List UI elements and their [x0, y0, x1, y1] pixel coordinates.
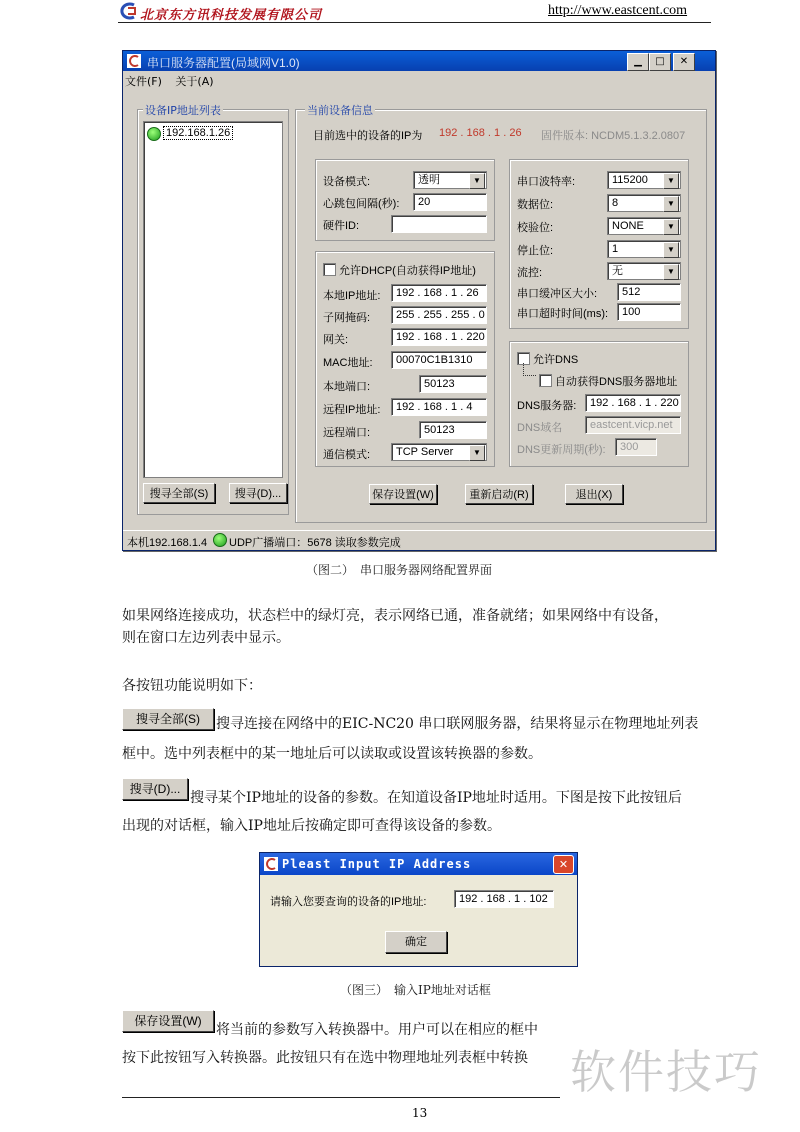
chevron-down-icon: ▼ — [663, 173, 679, 189]
page-number: 13 — [412, 1106, 428, 1120]
para1-line1: 如果网络连接成功，状态栏中的绿灯亮，表示网络已通，准备就绪；如果网络中有设备， — [122, 608, 668, 624]
company-name: 北京东方讯科技发展有限公司 — [140, 8, 323, 23]
chevron-down-icon: ▼ — [663, 242, 679, 258]
hardware-id-input[interactable] — [391, 215, 487, 233]
window-title: 串口服务器配置(局域网V1.0) — [147, 56, 300, 70]
chevron-down-icon: ▼ — [663, 196, 679, 212]
menu-file[interactable]: 文件(F) — [125, 75, 162, 88]
timeout-label: 串口超时时间(ms): — [517, 308, 609, 320]
remote-ip-label: 远程IP地址: — [323, 404, 381, 416]
search-all-desc-2: 框中。选中列表框中的某一地址后可以读取或设置该转换器的参数。 — [122, 746, 542, 762]
selected-ip-label: 目前选中的设备的IP为 — [313, 130, 423, 142]
status-led-icon — [147, 127, 161, 141]
remote-ip-input[interactable]: 192 . 168 . 1 . 4 — [391, 398, 487, 416]
dns-server-label: DNS服务器: — [517, 400, 577, 412]
watermark: 软件技巧 — [570, 1045, 762, 1099]
chevron-down-icon: ▼ — [469, 173, 485, 189]
close-icon[interactable]: ✕ — [553, 855, 574, 874]
chevron-down-icon: ▼ — [663, 264, 679, 280]
para1-line2: 则在窗口左边列表中显示。 — [122, 630, 290, 646]
save-settings-button[interactable]: 保存设置(W) — [369, 484, 437, 504]
device-list-title: 设备IP地址列表 — [145, 104, 221, 117]
comm-mode-label: 通信模式: — [323, 449, 371, 461]
search-all-button-illustration: 搜寻全部(S) — [122, 708, 214, 730]
parity-label: 校验位: — [517, 222, 554, 234]
search-all-button[interactable]: 搜寻全部(S) — [143, 483, 215, 503]
baud-select[interactable]: 115200 ▼ — [607, 171, 681, 189]
chevron-down-icon: ▼ — [663, 219, 679, 235]
dns-refresh-input[interactable]: 300 — [615, 438, 657, 456]
maximize-icon[interactable]: □ — [649, 53, 671, 71]
flow-select[interactable]: 无 ▼ — [607, 262, 681, 280]
chevron-down-icon: ▼ — [469, 445, 485, 461]
flow-label: 流控: — [517, 267, 543, 279]
gateway-label: 网关: — [323, 334, 349, 346]
comm-mode-select[interactable]: TCP Server ▼ — [391, 443, 487, 461]
save-desc-1: 将当前的参数写入转换器中。用户可以在相应的框中 — [216, 1022, 538, 1038]
subnet-label: 子网掩码: — [323, 312, 371, 324]
save-button-illustration: 保存设置(W) — [122, 1010, 214, 1032]
figure2-caption: （图二） 串口服务器网络配置界面 — [306, 563, 493, 577]
config-window — [122, 50, 716, 551]
company-logo — [118, 2, 138, 20]
close-icon[interactable]: ✕ — [673, 53, 695, 71]
subnet-input[interactable]: 255 . 255 . 255 . 0 — [391, 306, 487, 324]
dialog-ip-input[interactable]: 192 . 168 . 1 . 102 — [454, 890, 554, 908]
menu-bar — [125, 73, 224, 89]
stop-bits-select[interactable]: 1 ▼ — [607, 240, 681, 258]
figure3-caption: （图三） 输入IP地址对话框 — [340, 983, 491, 997]
hardware-id-label: 硬件ID: — [323, 220, 360, 232]
device-mode-label: 设备模式: — [323, 176, 371, 188]
status-led-icon — [213, 533, 227, 547]
search-button-illustration: 搜寻(D)... — [122, 778, 188, 800]
dhcp-label: 允许DHCP(自动获得IP地址) — [339, 265, 476, 277]
dns-refresh-label: DNS更新周期(秒): — [517, 444, 606, 456]
dhcp-checkbox[interactable] — [323, 263, 336, 276]
timeout-input[interactable]: 100 — [617, 303, 681, 321]
search-desc-1: 搜寻某个IP地址的设备的参数。在知道设备IP地址时适用。下图是按下此按钮后 — [190, 790, 682, 806]
device-mode-select[interactable]: 透明 ▼ — [413, 171, 487, 189]
company-url[interactable]: http://www.eastcent.com — [548, 3, 688, 18]
current-info-title: 当前设备信息 — [307, 104, 373, 117]
allow-dns-label: 允许DNS — [533, 354, 579, 366]
heartbeat-input[interactable]: 20 — [413, 193, 487, 211]
selected-ip-value: 192 . 168 . 1 . 26 — [439, 127, 522, 139]
exit-button[interactable]: 退出(X) — [565, 484, 623, 504]
dns-server-input[interactable]: 192 . 168 . 1 . 220 — [585, 394, 681, 412]
dns-domain-label: DNS域名 — [517, 422, 563, 434]
device-list-item[interactable]: 192.168.1.26 — [163, 126, 233, 140]
auto-dns-label: 自动获得DNS服务器地址 — [555, 376, 678, 388]
local-ip-label: 本地IP地址: — [323, 290, 381, 302]
footer-divider — [122, 1097, 560, 1098]
baud-label: 串口波特率: — [517, 176, 576, 188]
mac-label: MAC地址: — [323, 357, 373, 369]
local-port-input[interactable]: 50123 — [419, 375, 487, 393]
para2: 各按钮功能说明如下： — [122, 678, 262, 694]
gateway-input[interactable]: 192 . 168 . 1 . 220 — [391, 328, 487, 346]
firmware-version: 固件版本: NCDM5.1.3.2.0807 — [541, 130, 686, 142]
minimize-icon[interactable]: ▁ — [627, 53, 649, 71]
dialog-prompt: 请输入您要查询的设备的IP地址: — [270, 896, 427, 908]
dialog-titlebar[interactable] — [260, 853, 577, 875]
status-udp-text: UDP广播端口：5678 读取参数完成 — [229, 537, 401, 549]
stop-bits-label: 停止位: — [517, 245, 554, 257]
dns-domain-input[interactable]: eastcent.vicp.net — [585, 416, 681, 434]
status-local-ip: 本机192.168.1.4 — [127, 537, 208, 549]
buffer-label: 串口缓冲区大小: — [517, 288, 598, 300]
local-ip-input[interactable]: 192 . 168 . 1 . 26 — [391, 284, 487, 302]
buffer-input[interactable]: 512 — [617, 283, 681, 301]
search-button[interactable]: 搜寻(D)... — [229, 483, 287, 503]
status-bar — [123, 530, 715, 549]
window-titlebar[interactable] — [123, 51, 715, 71]
remote-port-label: 远程端口: — [323, 427, 371, 439]
dialog-title: Pleast Input IP Address — [282, 857, 472, 871]
parity-select[interactable]: NONE ▼ — [607, 217, 681, 235]
ip-input-dialog — [259, 852, 578, 967]
remote-port-input[interactable]: 50123 — [419, 421, 487, 439]
save-desc-2: 按下此按钮写入转换器。此按钮只有在选中物理地址列表框中转换 — [122, 1050, 528, 1066]
mac-input[interactable]: 00070C1B1310 — [391, 351, 487, 369]
data-bits-select[interactable]: 8 ▼ — [607, 194, 681, 212]
dialog-ok-button[interactable]: 确定 — [385, 931, 447, 953]
app-icon — [264, 857, 278, 871]
app-icon — [127, 54, 141, 68]
data-bits-label: 数据位: — [517, 199, 554, 211]
device-list[interactable] — [143, 121, 283, 478]
tree-connector — [523, 363, 536, 376]
search-desc-2: 出现的对话框，输入IP地址后按确定即可查得该设备的参数。 — [122, 818, 501, 834]
local-port-label: 本地端口: — [323, 381, 371, 393]
restart-button[interactable]: 重新启动(R) — [465, 484, 533, 504]
search-all-desc-1: 搜寻连接在网络中的EIC-NC20 串口联网服务器，结果将显示在物理地址列表 — [216, 716, 699, 732]
header-divider — [118, 22, 711, 23]
auto-dns-checkbox[interactable] — [539, 374, 552, 387]
heartbeat-label: 心跳包间隔(秒): — [323, 198, 400, 210]
menu-about[interactable]: 关于(A) — [175, 75, 214, 88]
